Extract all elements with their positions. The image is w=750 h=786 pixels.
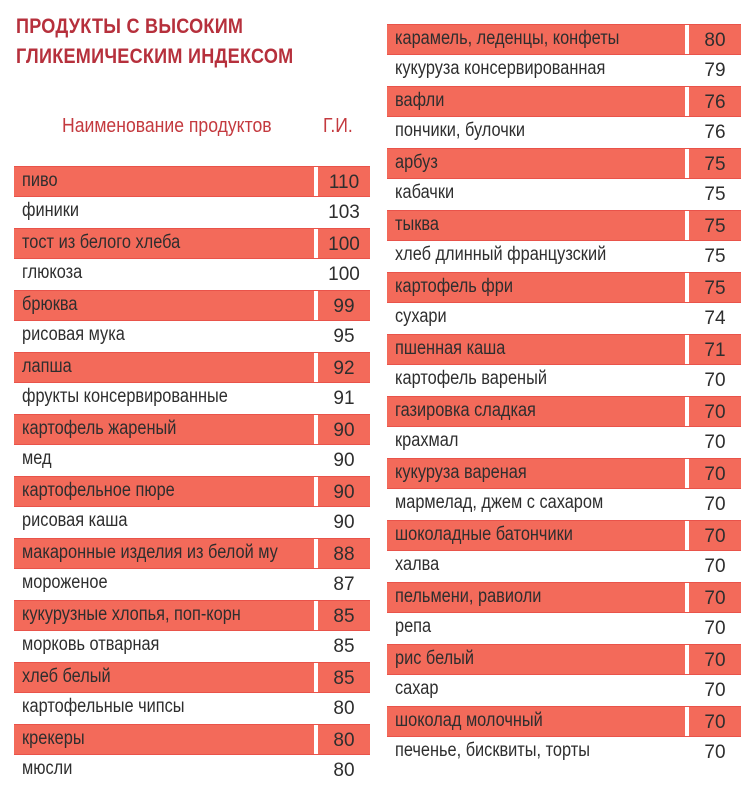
glycemic-index-value: 99 [314, 291, 370, 320]
glycemic-index-value: 70 [704, 680, 726, 701]
product-name: картофельные чипсы [22, 696, 185, 717]
glycemic-index-value: 80 [314, 725, 370, 754]
glycemic-index-value: 70 [685, 707, 741, 736]
glycemic-index-value: 79 [704, 60, 726, 81]
table-row [387, 675, 741, 706]
table-row [387, 241, 741, 272]
column-header-gi: Г.И. [323, 115, 353, 137]
glycemic-index-value: 70 [704, 556, 726, 577]
glycemic-index-value: 76 [704, 122, 726, 143]
glycemic-index-value: 85 [314, 601, 370, 630]
product-name: крекеры [22, 728, 85, 749]
product-name: халва [395, 554, 440, 575]
table-row [387, 55, 741, 86]
table-row [14, 631, 370, 662]
glycemic-index-value: 70 [704, 618, 726, 639]
product-name: пельмени, равиоли [395, 586, 542, 607]
glycemic-index-value: 75 [685, 211, 741, 240]
glycemic-index-value: 80 [333, 760, 355, 781]
glycemic-index-value: 85 [333, 636, 355, 657]
glycemic-index-value: 76 [685, 87, 741, 116]
glycemic-index-value: 92 [314, 353, 370, 382]
table-row [14, 290, 370, 321]
right-product-list [387, 24, 741, 768]
table-row [14, 476, 370, 507]
glycemic-index-value: 75 [685, 149, 741, 178]
glycemic-index-value: 75 [685, 273, 741, 302]
left-product-list [14, 166, 370, 786]
table-row [14, 507, 370, 538]
table-row [387, 458, 741, 489]
table-row [387, 737, 741, 768]
glycemic-index-value: 70 [704, 432, 726, 453]
glycemic-index-value: 70 [685, 459, 741, 488]
table-row [387, 210, 741, 241]
product-name: сухари [395, 306, 447, 327]
table-row [14, 755, 370, 786]
table-row [387, 179, 741, 210]
product-name: хлеб длинный французский [395, 244, 607, 265]
glycemic-index-value: 103 [328, 202, 360, 223]
table-row [387, 24, 741, 55]
table-row [387, 489, 741, 520]
table-row [14, 166, 370, 197]
table-row [14, 383, 370, 414]
product-name: глюкоза [22, 262, 83, 283]
product-name: пшенная каша [395, 338, 506, 359]
product-name: пончики, булочки [395, 120, 526, 141]
table-row [14, 600, 370, 631]
table-row [387, 582, 741, 613]
glycemic-index-value: 90 [314, 415, 370, 444]
glycemic-index-value: 100 [314, 229, 370, 258]
product-name: рисовая каша [22, 510, 128, 531]
title-line-2: ГЛИКЕМИЧЕСКИМ ИНДЕКСОМ [16, 45, 294, 68]
product-name: тост из белого хлеба [22, 232, 181, 253]
table-row [387, 148, 741, 179]
table-row [14, 228, 370, 259]
table-row [14, 662, 370, 693]
glycemic-index-value: 74 [704, 308, 726, 329]
table-row [14, 693, 370, 724]
glycemic-index-value: 90 [314, 477, 370, 506]
column-header-name: Наименование продуктов [62, 115, 272, 137]
table-row [387, 427, 741, 458]
table-row [14, 724, 370, 755]
table-row [387, 86, 741, 117]
table-row [14, 197, 370, 228]
glycemic-index-value: 70 [685, 397, 741, 426]
product-name: рис белый [395, 648, 475, 669]
product-name: сахар [395, 678, 439, 699]
table-row [14, 414, 370, 445]
glycemic-index-value: 90 [333, 450, 355, 471]
glycemic-index-value: 75 [704, 246, 726, 267]
product-name: картофель вареный [395, 368, 547, 389]
glycemic-index-value: 70 [704, 742, 726, 763]
product-name: кукуруза консервированная [395, 58, 606, 79]
product-name: кабачки [395, 182, 455, 203]
glycemic-index-value: 80 [333, 698, 355, 719]
table-row [387, 520, 741, 551]
table-row [387, 551, 741, 582]
glycemic-index-value: 95 [333, 326, 355, 347]
product-name: мюсли [22, 758, 73, 779]
product-name: карамель, леденцы, конфеты [395, 28, 620, 49]
product-name: тыква [395, 214, 439, 235]
product-name: газировка сладкая [395, 400, 536, 421]
table-row [14, 352, 370, 383]
product-name: вафли [395, 90, 445, 111]
page-title [16, 12, 293, 72]
table-row [14, 321, 370, 352]
table-row [14, 259, 370, 290]
table-row [387, 706, 741, 737]
product-name: пиво [22, 170, 58, 191]
product-name: мед [22, 448, 52, 469]
glycemic-index-value: 71 [685, 335, 741, 364]
product-name: кукуруза вареная [395, 462, 527, 483]
product-name: мармелад, джем с сахаром [395, 492, 604, 513]
glycemic-index-value: 70 [685, 521, 741, 550]
table-row [387, 396, 741, 427]
glycemic-index-value: 70 [685, 645, 741, 674]
table-row [387, 613, 741, 644]
glycemic-index-value: 87 [333, 574, 355, 595]
table-row [14, 569, 370, 600]
product-name: картофель фри [395, 276, 513, 297]
glycemic-index-value: 91 [333, 388, 355, 409]
table-row [14, 445, 370, 476]
product-name: картофельное пюре [22, 480, 175, 501]
product-name: мороженое [22, 572, 108, 593]
table-row [387, 272, 741, 303]
table-row [14, 538, 370, 569]
product-name: финики [22, 200, 80, 221]
glycemic-index-value: 75 [704, 184, 726, 205]
product-name: крахмал [395, 430, 459, 451]
product-name: печенье, бисквиты, торты [395, 740, 590, 761]
product-name: кукурузные хлопья, поп-корн [22, 604, 241, 625]
product-name: шоколадные батончики [395, 524, 573, 545]
glycemic-index-value: 70 [704, 370, 726, 391]
glycemic-index-value: 90 [333, 512, 355, 533]
glycemic-index-value: 100 [328, 264, 360, 285]
glycemic-index-value: 85 [314, 663, 370, 692]
product-name: лапша [22, 356, 72, 377]
table-row [387, 334, 741, 365]
product-name: репа [395, 616, 432, 637]
table-row [387, 303, 741, 334]
glycemic-index-value: 70 [704, 494, 726, 515]
product-name: рисовая мука [22, 324, 125, 345]
product-name: картофель жареный [22, 418, 177, 439]
product-name: морковь отварная [22, 634, 160, 655]
product-name: фрукты консервированные [22, 386, 228, 407]
table-row [387, 117, 741, 148]
glycemic-index-value: 70 [685, 583, 741, 612]
product-name: макаронные изделия из белой му [22, 542, 278, 563]
glycemic-index-value: 88 [314, 539, 370, 568]
product-name: арбуз [395, 152, 438, 173]
product-name: брюква [22, 294, 78, 315]
product-name: хлеб белый [22, 666, 111, 687]
title-line-1: ПРОДУКТЫ С ВЫСОКИМ [16, 15, 244, 38]
table-row [387, 365, 741, 396]
table-row [387, 644, 741, 675]
product-name: шоколад молочный [395, 710, 543, 731]
glycemic-index-value: 80 [685, 25, 741, 54]
glycemic-index-value: 110 [314, 167, 370, 196]
